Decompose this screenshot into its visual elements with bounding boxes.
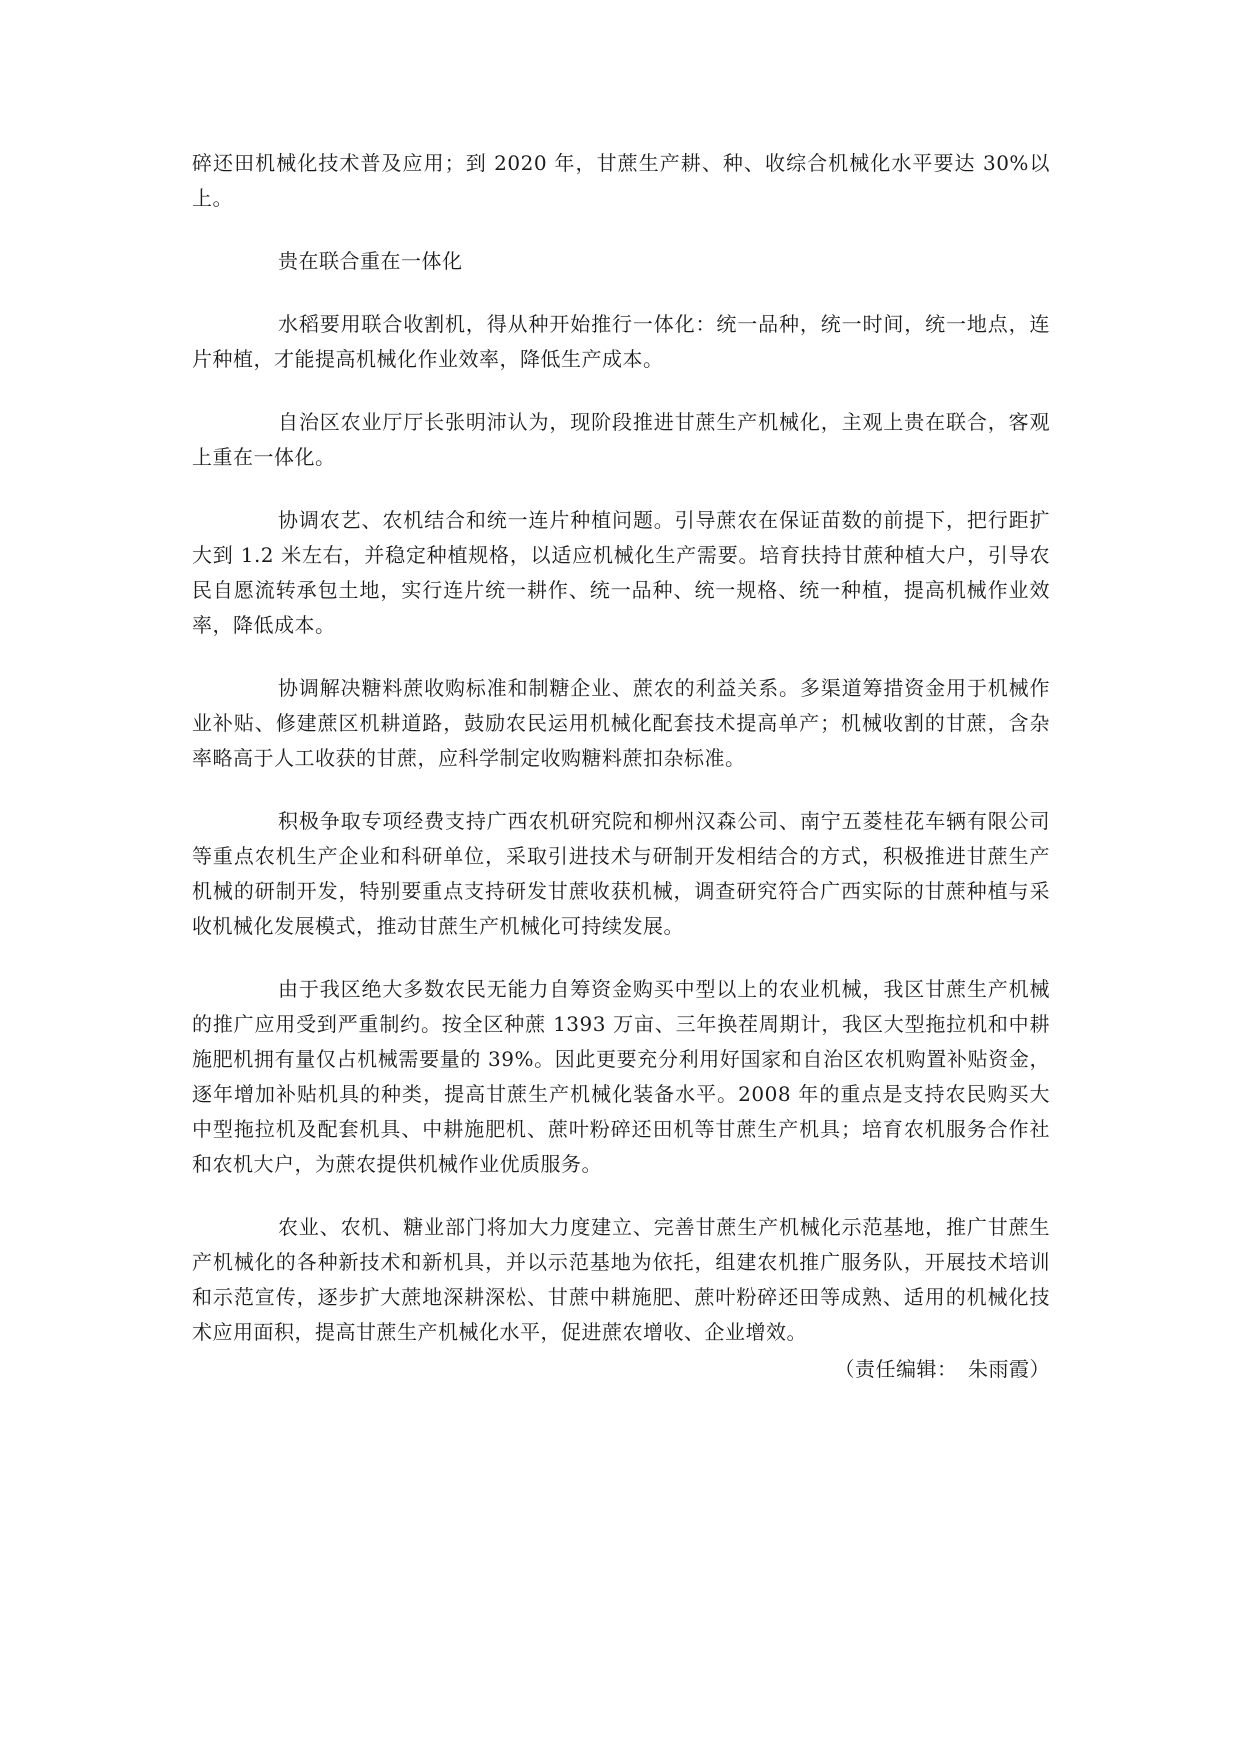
paragraph: 协调农艺、农机结合和统一连片种植问题。引导蔗农在保证苗数的前提下，把行距扩大到 1.2 米左右，并稳定种植规格，以适应机械化生产需要。培育扶持甘蔗种植大户，引导农民自愿流转承包土地，实行连片统一耕作、统一品种、统一规格、统一种植，提高机械作业效率，降低成本。 [192, 508, 1050, 637]
section-heading: 贵在联合重在一体化 [278, 249, 463, 273]
paragraph: 自治区农业厅厅长张明沛认为，现阶段推进甘蔗生产机械化，主观上贵在联合，客观上重在一体化。 [192, 410, 1050, 469]
paragraph: 由于我区绝大多数农民无能力自筹资金购买中型以上的农业机械，我区甘蔗生产机械的推广应用受到严重制约。按全区种蔗 1393 万亩、三年换茬周期计，我区大型拖拉机和中耕施肥机拥有量仅占机械需要量的 39%。因此更要充分利用好国家和自治区农机购置补贴资金，逐年增加补贴机具的种类，提高甘蔗生产机械化装备水平。2008 年的重点是支持农民购买大中型拖拉机及配套机具、中耕施肥机、蔗叶粉碎还田机等甘蔗生产机具；培育农机服务合作社和农机大户，为蔗农提供机械作业优质服务。 [192, 977, 1050, 1176]
paragraph: 水稻要用联合收割机，得从种开始推行一体化：统一品种，统一时间，统一地点，连片种植，才能提高机械化作业效率，降低生产成本。 [192, 312, 1050, 371]
editor-signature: （责任编辑： 朱雨霞） [834, 1357, 1050, 1381]
paragraph: 积极争取专项经费支持广西农机研究院和柳州汉森公司、南宁五菱桂花车辆有限公司等重点农机生产企业和科研单位，采取引进技术与研制开发相结合的方式，积极推进甘蔗生产机械的研制开发，特别要重点支持研发甘蔗收获机械，调查研究符合广西实际的甘蔗种植与采收机械化发展模式，推动甘蔗生产机械化可持续发展。 [192, 809, 1050, 938]
paragraph-continuation: 碎还田机械化技术普及应用；到 2020 年，甘蔗生产耕、种、收综合机械化水平要达 30%以上。 [192, 151, 1050, 210]
paragraph: 农业、农机、糖业部门将加大力度建立、完善甘蔗生产机械化示范基地，推广甘蔗生产机械化的各种新技术和新机具，并以示范基地为依托，组建农机推广服务队，开展技术培训和示范宣传，逐步扩大蔗地深耕深松、甘蔗中耕施肥、蔗叶粉碎还田等成熟、适用的机械化技术应用面积，提高甘蔗生产机械化水平，促进蔗农增收、企业增效。 [192, 1215, 1050, 1344]
paragraph: 协调解决糖料蔗收购标准和制糖企业、蔗农的利益关系。多渠道筹措资金用于机械作业补贴、修建蔗区机耕道路，鼓励农民运用机械化配套技术提高单产；机械收割的甘蔗，含杂率略高于人工收获的甘蔗，应科学制定收购糖料蔗扣杂标准。 [192, 676, 1050, 770]
document-page [192, 146, 1050, 1387]
